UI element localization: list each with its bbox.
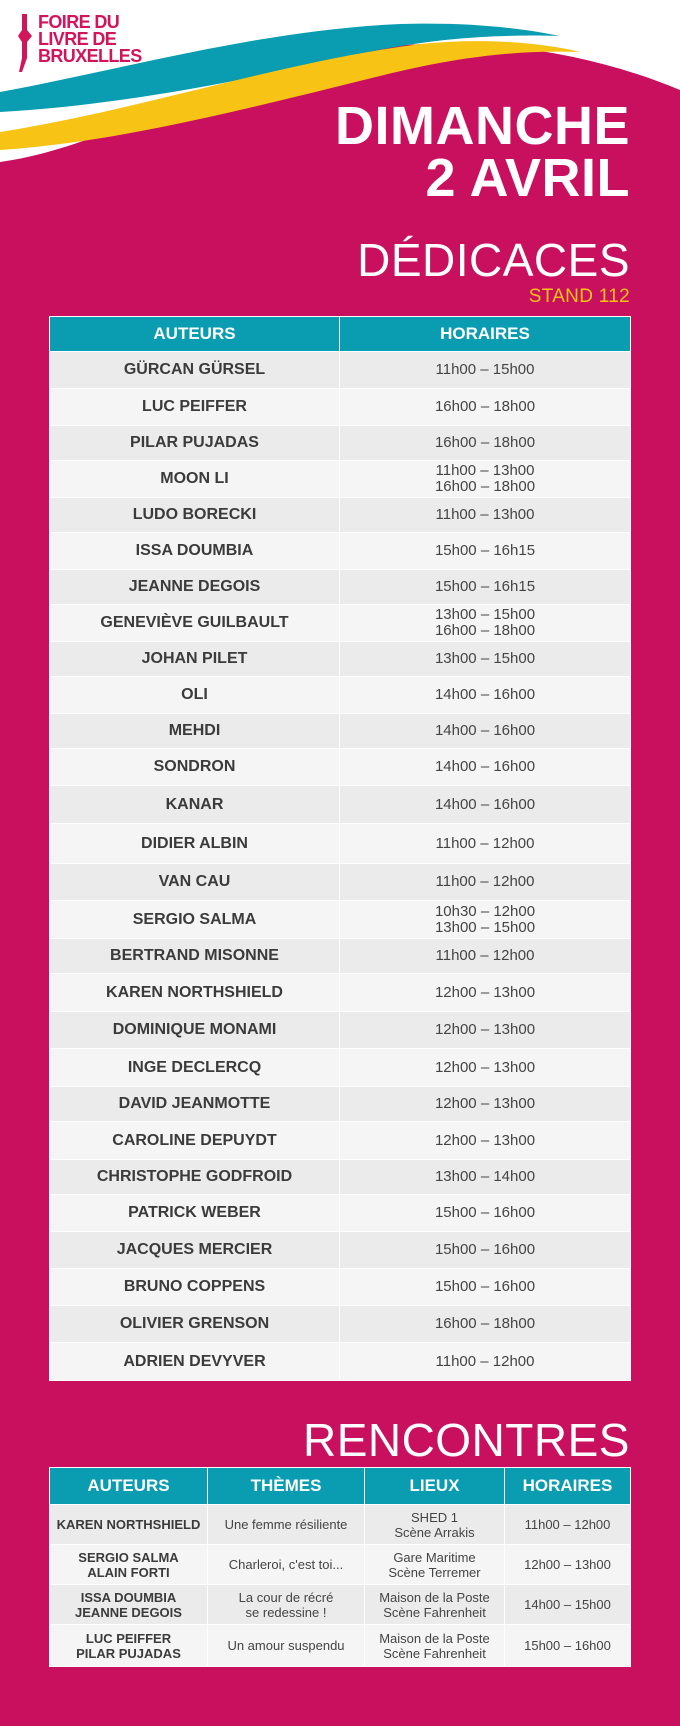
place-cell: Maison de la Poste Scène Fahrenheit (365, 1585, 505, 1625)
table-row (50, 1545, 631, 1585)
author-cell: SONDRON (50, 749, 340, 786)
time-cell: 15h00 – 16h00 (340, 1269, 631, 1306)
time-cell: 14h00 – 16h00 (340, 714, 631, 749)
author-cell: PATRICK WEBER (50, 1195, 340, 1232)
author-cell: MEHDI (50, 714, 340, 749)
place-cell: Maison de la Poste Scène Fahrenheit (365, 1625, 505, 1667)
column-header-authors: AUTEURS (50, 1468, 208, 1505)
theme-cell: Charleroi, c'est toi... (208, 1545, 365, 1585)
table-row (50, 1306, 631, 1343)
logo-mark-icon (18, 14, 32, 72)
author-cell: CHRISTOPHE GODFROID (50, 1160, 340, 1195)
logo (18, 14, 142, 72)
author-cell: KANAR (50, 786, 340, 824)
time-cell: 15h00 – 16h15 (340, 533, 631, 570)
table-row (50, 1585, 631, 1625)
table-row (50, 1012, 631, 1049)
table-row (50, 642, 631, 677)
table-row (50, 749, 631, 786)
dedicaces-heading: DÉDICACES (357, 234, 630, 286)
time-cell: 13h00 – 15h00 16h00 – 18h00 (340, 605, 631, 642)
place-cell: SHED 1 Scène Arrakis (365, 1505, 505, 1545)
author-cell: MOON LI (50, 461, 340, 498)
author-cell: LUC PEIFFER (50, 389, 340, 426)
author-cell: SERGIO SALMA (50, 901, 340, 939)
column-header-themes: THÈMES (208, 1468, 365, 1505)
time-cell: 13h00 – 15h00 (340, 642, 631, 677)
table-row (50, 714, 631, 749)
table-row (50, 570, 631, 605)
time-cell: 11h00 – 12h00 (505, 1505, 631, 1545)
time-cell: 14h00 – 16h00 (340, 677, 631, 714)
author-cell: JACQUES MERCIER (50, 1232, 340, 1269)
dedicaces-body (50, 352, 631, 1381)
theme-cell: Un amour suspendu (208, 1625, 365, 1667)
time-cell: 11h00 – 15h00 (340, 352, 631, 389)
table-row (50, 1625, 631, 1667)
logo-line: LIVRE DE (38, 29, 117, 49)
author-cell: VAN CAU (50, 864, 340, 901)
table-row (50, 498, 631, 533)
author-cell: BERTRAND MISONNE (50, 939, 340, 974)
table-row (50, 677, 631, 714)
author-cell: BRUNO COPPENS (50, 1269, 340, 1306)
time-cell: 11h00 – 12h00 (340, 824, 631, 864)
table-row (50, 1087, 631, 1122)
page-title (335, 96, 630, 208)
time-cell: 15h00 – 16h00 (340, 1232, 631, 1269)
time-cell: 16h00 – 18h00 (340, 389, 631, 426)
author-cell: GÜRCAN GÜRSEL (50, 352, 340, 389)
time-cell: 12h00 – 13h00 (340, 1049, 631, 1087)
table-row (50, 389, 631, 426)
time-cell: 15h00 – 16h00 (340, 1195, 631, 1232)
table-row (50, 864, 631, 901)
author-cell: ISSA DOUMBIA (50, 533, 340, 570)
table-row (50, 1343, 631, 1381)
time-cell: 11h00 – 12h00 (340, 864, 631, 901)
table-row (50, 1505, 631, 1545)
column-header-times: HORAIRES (340, 317, 631, 352)
author-cell: LUDO BORECKI (50, 498, 340, 533)
time-cell: 16h00 – 18h00 (340, 1306, 631, 1343)
table-row (50, 426, 631, 461)
author-cell: JEANNE DEGOIS (50, 570, 340, 605)
author-cell: LUC PEIFFER PILAR PUJADAS (50, 1625, 208, 1667)
author-cell: DAVID JEANMOTTE (50, 1087, 340, 1122)
rencontres-body (50, 1505, 631, 1667)
table-row (50, 939, 631, 974)
table-row (50, 974, 631, 1012)
author-cell: SERGIO SALMA ALAIN FORTI (50, 1545, 208, 1585)
time-cell: 11h00 – 13h00 (340, 498, 631, 533)
time-cell: 11h00 – 12h00 (340, 939, 631, 974)
theme-cell: La cour de récré se redessine ! (208, 1585, 365, 1625)
logo-text (38, 14, 142, 65)
column-header-authors: AUTEURS (50, 317, 340, 352)
time-cell: 12h00 – 13h00 (340, 1012, 631, 1049)
title-date: 2 AVRIL (425, 148, 630, 208)
title-day: DIMANCHE (335, 96, 630, 156)
author-cell: PILAR PUJADAS (50, 426, 340, 461)
author-cell: DIDIER ALBIN (50, 824, 340, 864)
author-cell: JOHAN PILET (50, 642, 340, 677)
table-header-row (50, 317, 631, 352)
author-cell: DOMINIQUE MONAMI (50, 1012, 340, 1049)
table-row (50, 605, 631, 642)
time-cell: 10h30 – 12h00 13h00 – 15h00 (340, 901, 631, 939)
table-header-row (50, 1468, 631, 1505)
table-row (50, 1232, 631, 1269)
table-row (50, 824, 631, 864)
table-row (50, 1122, 631, 1160)
time-cell: 14h00 – 16h00 (340, 749, 631, 786)
time-cell: 11h00 – 13h00 16h00 – 18h00 (340, 461, 631, 498)
stand-label: STAND 112 (528, 286, 630, 307)
logo-line: BRUXELLES (38, 46, 142, 66)
author-cell: KAREN NORTHSHIELD (50, 1505, 208, 1545)
column-header-places: LIEUX (365, 1468, 505, 1505)
time-cell: 11h00 – 12h00 (340, 1343, 631, 1381)
time-cell: 12h00 – 13h00 (340, 1122, 631, 1160)
time-cell: 15h00 – 16h15 (340, 570, 631, 605)
author-cell: GENEVIÈVE GUILBAULT (50, 605, 340, 642)
place-cell: Gare Maritime Scène Terremer (365, 1545, 505, 1585)
author-cell: ISSA DOUMBIA JEANNE DEGOIS (50, 1585, 208, 1625)
dedicaces-table (49, 316, 631, 1381)
time-cell: 15h00 – 16h00 (505, 1625, 631, 1667)
time-cell: 16h00 – 18h00 (340, 426, 631, 461)
time-cell: 14h00 – 16h00 (340, 786, 631, 824)
author-cell: CAROLINE DEPUYDT (50, 1122, 340, 1160)
time-cell: 12h00 – 13h00 (505, 1545, 631, 1585)
table-row (50, 786, 631, 824)
author-cell: INGE DECLERCQ (50, 1049, 340, 1087)
time-cell: 14h00 – 15h00 (505, 1585, 631, 1625)
table-row (50, 1195, 631, 1232)
theme-cell: Une femme résiliente (208, 1505, 365, 1545)
table-row (50, 461, 631, 498)
rencontres-table (49, 1467, 631, 1667)
author-cell: KAREN NORTHSHIELD (50, 974, 340, 1012)
time-cell: 12h00 – 13h00 (340, 1087, 631, 1122)
table-row (50, 352, 631, 389)
time-cell: 12h00 – 13h00 (340, 974, 631, 1012)
rencontres-heading: RENCONTRES (302, 1414, 630, 1466)
author-cell: OLIVIER GRENSON (50, 1306, 340, 1343)
column-header-times: HORAIRES (505, 1468, 631, 1505)
logo-line: FOIRE DU (38, 12, 120, 32)
time-cell: 13h00 – 14h00 (340, 1160, 631, 1195)
author-cell: OLI (50, 677, 340, 714)
table-row (50, 1049, 631, 1087)
table-row (50, 533, 631, 570)
table-row (50, 1160, 631, 1195)
table-row (50, 901, 631, 939)
author-cell: ADRIEN DEVYVER (50, 1343, 340, 1381)
table-row (50, 1269, 631, 1306)
